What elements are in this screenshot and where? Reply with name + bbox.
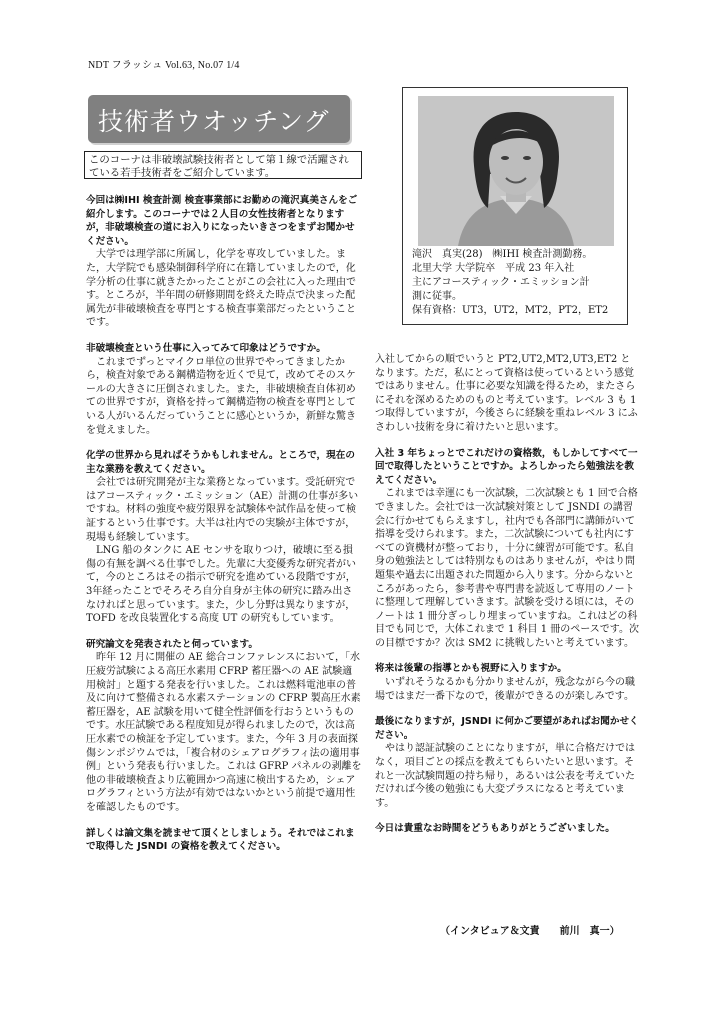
intro-box: このコーナは非破壊試験技術者として第１線で活躍されている若手技術者をご紹介しています。 — [84, 151, 362, 179]
answer-8: やはり認証試験のことになりますが，単に合格だけではなく，項目ごとの採点を教えてもらいたいと思います。それと一次試験問題の持ち帰り，あるいは公表を考えていただければ今後の勉強にも大変プラスになると考えています。 — [375, 743, 635, 809]
section-title: 技術者ウオッチング — [98, 107, 330, 136]
left-column — [86, 194, 362, 854]
answer-1: 大学では理学部に所属し，化学を専攻していました。また，大学院でも感染制御科学府に在籍していましたので，化学分析の仕事に就きたかったことがこの会社に入った理由です。ところが，半年間の研修期間を終えた時点で決まった配属先が非破壊検査を専門とする検査事業部だったということです。 — [86, 249, 356, 329]
answer-3a: 会社では研究開発が主な業務となっています。受託研究ではアコースティック・エミッション（AE）計測の仕事が多いですね。材料の強度や疲労限界を試験体や試作品を使って検証するという仕事です。大半は社内での実験が主体ですが，現場も経験しています。 — [86, 477, 359, 543]
closing-remark: 今日は貴重なお時間をどうもありがとうございました。 — [375, 823, 615, 835]
question-7: 将来は後輩の指導とかも視野に入りますか。 — [375, 663, 567, 675]
caption-work-line: 主にアコースティック・エミッション計 — [412, 277, 590, 288]
profile-frame — [402, 87, 628, 325]
answer-2: これまでずっとマイクロ単位の世界でやってきましたから，検査対象である鋼構造物を近くで見て，改めてそのスケールの大きさに圧倒されました。また，非破壊検査自体初めての世界ですが，資格を持って鋼構造物の検査を専門としている人がいるんだっていうことに感心というか，新鮮な驚きを覚えました。 — [86, 356, 356, 436]
right-column — [375, 353, 640, 836]
answer-3b: LNG 船のタンクに AE センサを取りつけ，破壊に至る損傷の有無を調べる仕事でした。先輩に大変優秀な研究者がいて，今のところはその指示で研究を進めている段階ですが，3年経ったことでそろそろ自分自身が主体の研究に踏み出さなければと思っています。また，少し分野は異なりますが，TOFD を改良装置化する高度 UT の研究もしています。 — [86, 545, 356, 625]
caption-education-line: 北里大学 大学院卒 平成 23 年入社 — [412, 263, 575, 274]
portrait-photo — [418, 96, 614, 246]
question-8: 最後になりますが，JSNDI に何かご要望があればお聞かせください。 — [375, 716, 639, 741]
caption-certifications: 保有資格：UT3，UT2，MT2，PT2，ET2 — [412, 305, 609, 316]
caption-name-line: 滝沢 真実(28) ㈱IHI 検査計測勤務。 — [412, 249, 593, 260]
interviewer-signoff: （インタビュア＆文責 前川 真一） — [440, 926, 620, 937]
question-3: 化学の世界から見ればそうかもしれません。ところで，現在の主な業務を教えてください。 — [86, 450, 355, 475]
profile-caption — [412, 248, 624, 318]
issue-header: NDT フラッシュ Vol.63, No.07 1/4 — [88, 60, 240, 71]
question-4: 研究論文を発表されたと伺っています。 — [86, 638, 258, 650]
answer-4: 昨年 12 月に開催の AE 総合コンファレンスにおいて，「水圧疲労試験による高圧水素用 CFRP 蓄圧器への AE 試験適用検討」と題する発表を行いました。これは燃料電池車の普及に向けて整備される水素ステーションの CFRP 製高圧水素蓄圧器を，AE 試験を用いて健全性評価を行おうというものです。水圧試験である程度知見が得られましたので，次は高圧水素での検証を予定しています。また，今年 3 月の表面探傷シンポジウムでは，「複合材のシェアログラフィ法の適用事例」という発表も行いました。これは GFRP パネルの剥離を他の非破壊検査より広範囲かつ高速に検出するため，シェアログラフィという方法が有効ではないかという前提で適用性を確認したものです。 — [86, 652, 362, 813]
answer-7: いずれそうなるかも分かりませんが，残念ながら今の職場ではまだ一番下なので，後輩ができるのが楽しみです。 — [375, 677, 635, 702]
question-5: 詳しくは論文集を読ませて頂くとしましょう。それではこれまで取得した JSNDI の資格を教えてください。 — [86, 827, 355, 853]
answer-5: 入社してからの順でいうと PT2,UT2,MT2,UT3,ET2 となります。ただ，私にとって資格は使っているという感覚ではありません。仕事に必要な知識を得るため，またさらにそれを深めるためのものと考えています。レベル 3 も 1 つ取得していますが，今後さらに経験を重ねレベル 3 にふさわしい技術を身に着けたいと思います。 — [375, 354, 638, 433]
question-2: 非破壊検査という仕事に入ってみて印象はどうですか。 — [86, 342, 326, 354]
section-title-banner — [88, 95, 350, 143]
question-6: 入社 3 年ちょっとでこれだけの資格数，もしかしてすべて一回で取得したということですか。よろしかったら勉強法を教えてください。 — [375, 447, 638, 486]
question-1: 今回は㈱IHI 検査計測 検査事業部にお勤めの滝沢真美さんをご紹介します。このコーナでは２人目の女性技術者となりますが，非破壊検査の道にお入りになったいきさつをまずお聞かせください。 — [86, 195, 358, 247]
answer-6: これまでは幸運にも一次試験，二次試験とも 1 回で合格できました。会社では一次試験対策として JSNDI の講習会に行かせてもらえますし，社内でも各部門に講師がいて指導を受けられます。また，二次試験についても社内にすべての資機材が整っており，十分に練習が可能です。私自身の勉強法としては特別なものはありませんが，やはり問題集や過去に出題された問題から入ります。分からないところがあったら，参考書や専門書を読返して専用のノートに整理して理解していきます。試験を受ける頃には，そのノートは 1 冊分ぎっしり埋まっていますね。これはどの科目でも同じで，大体これまで 1 科目 1 冊のペースです。次の目標ですか？次は SM2 に挑戦したいと考えています。 — [375, 488, 639, 649]
caption-work-line-2: 測に従事。 — [412, 291, 462, 302]
portrait-illustration — [418, 96, 614, 246]
